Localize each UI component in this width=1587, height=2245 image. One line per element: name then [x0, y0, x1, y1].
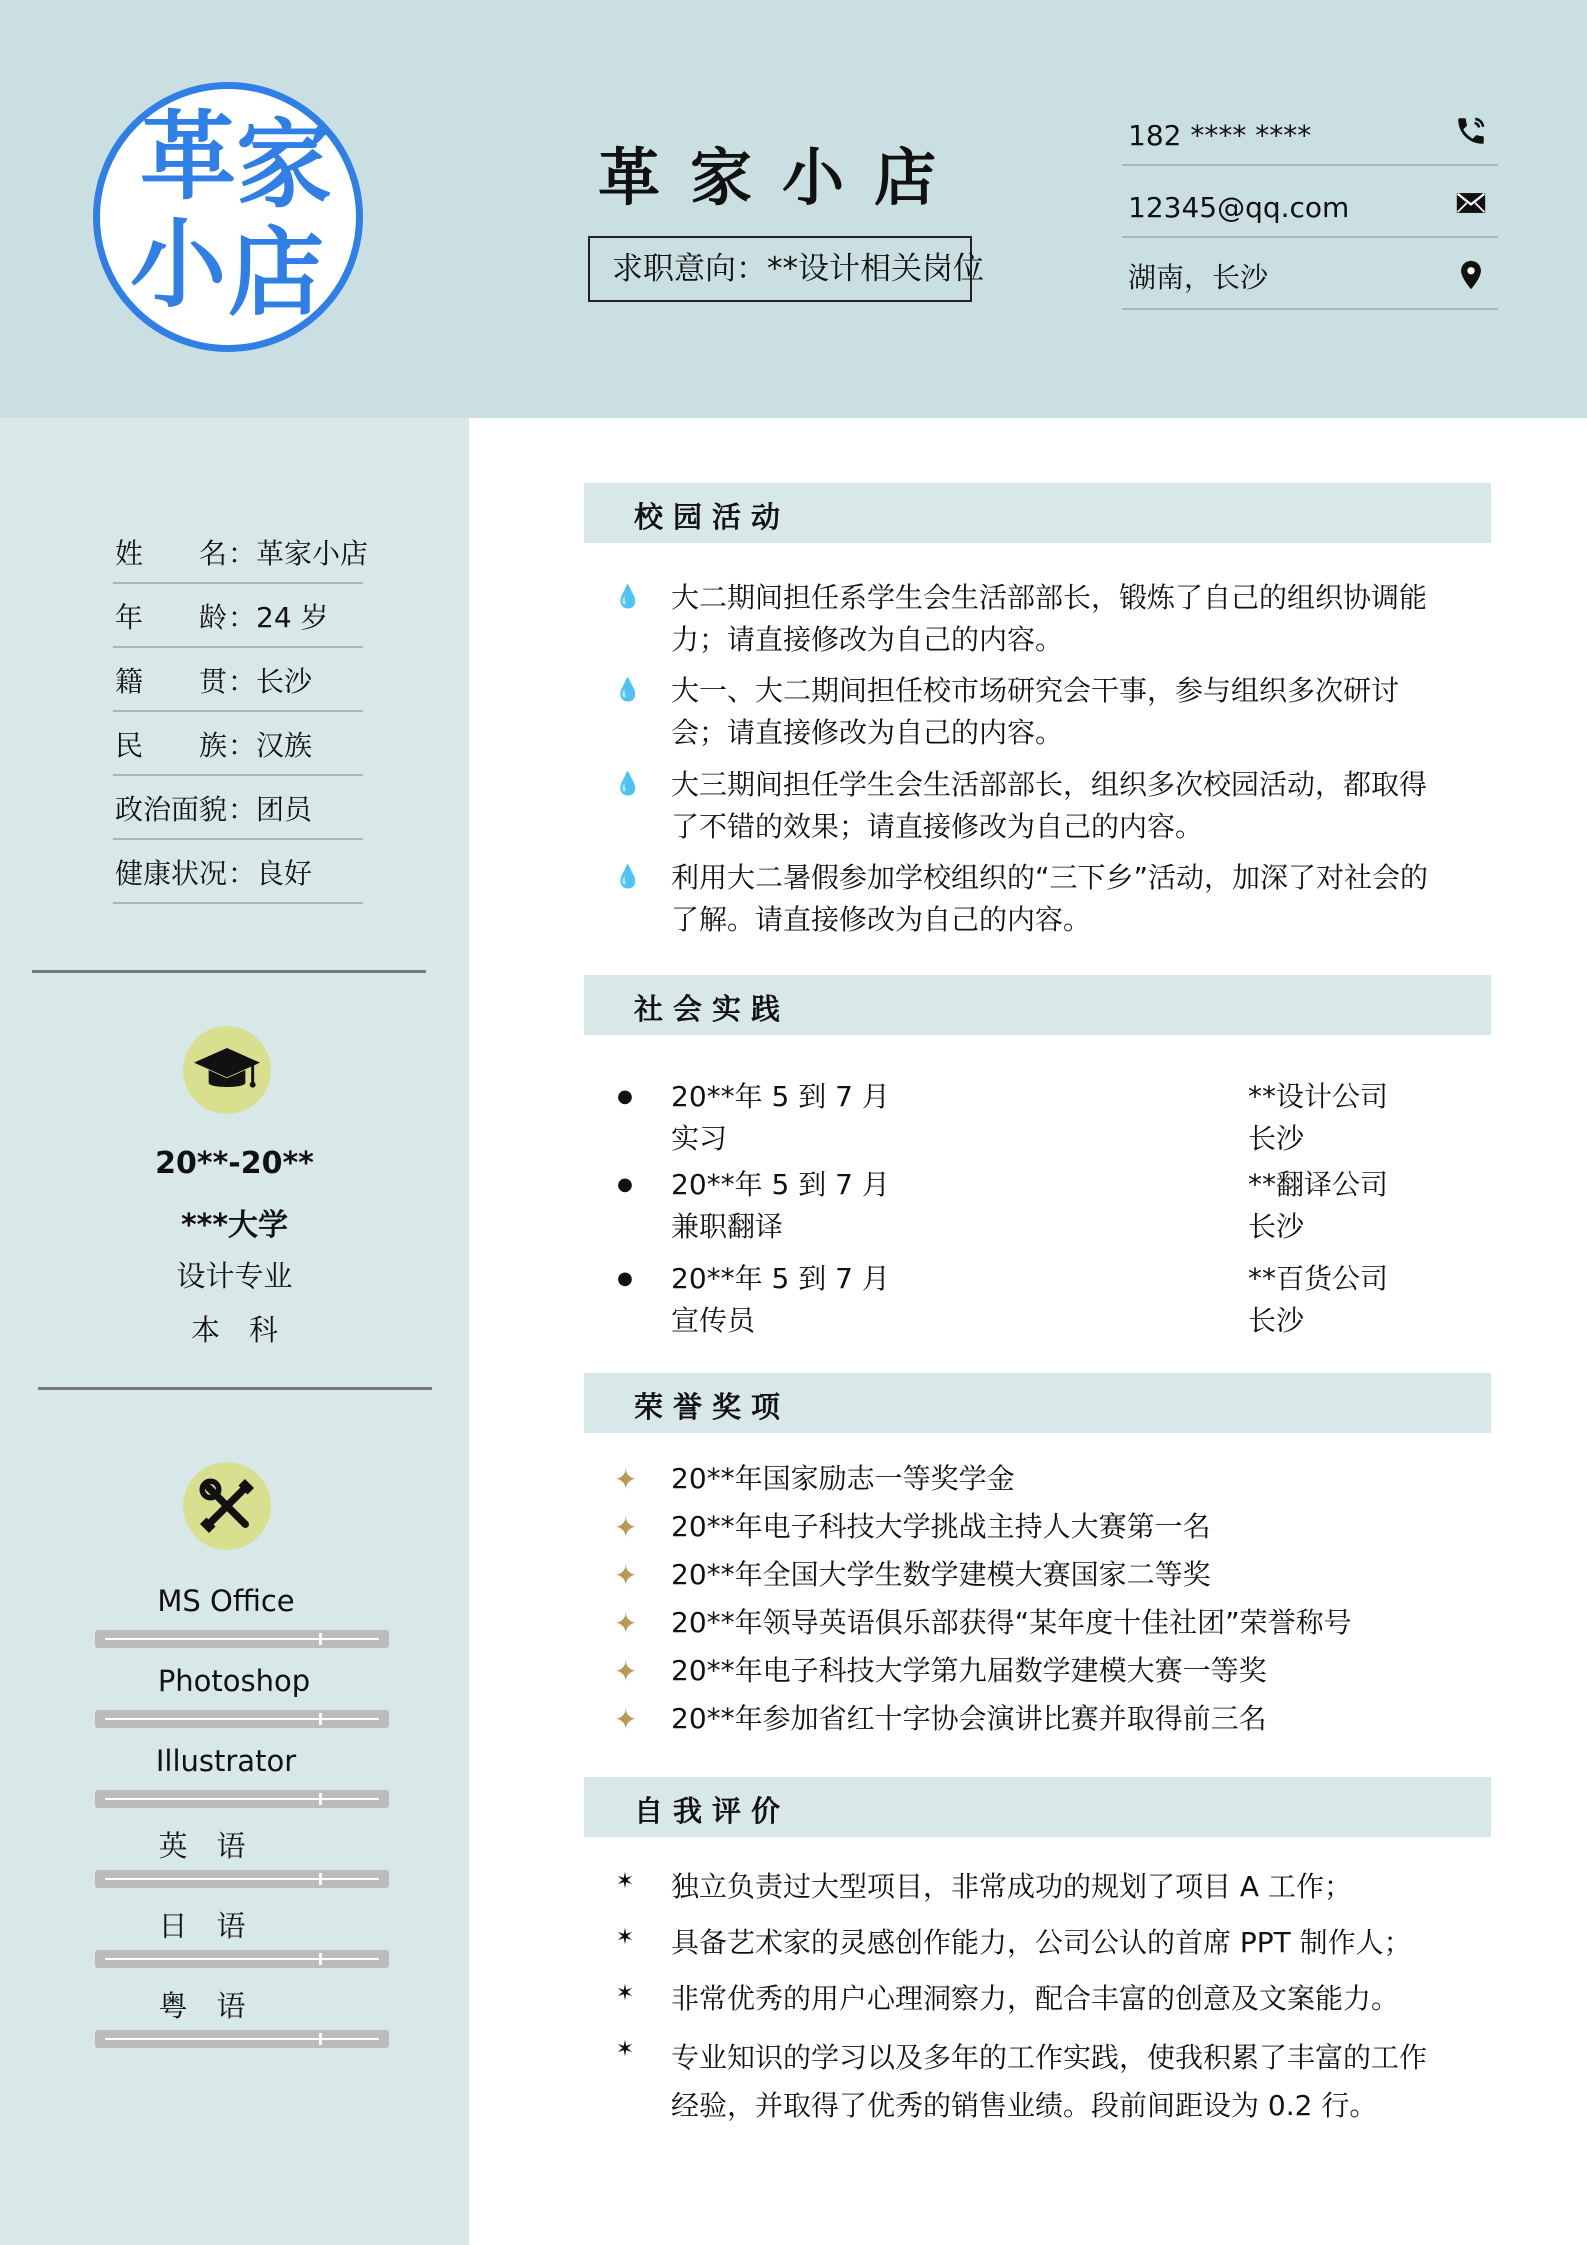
info-row-ethnicity: [113, 712, 363, 776]
skill-label: 粤 语: [158, 1989, 246, 2023]
skill-bar: [95, 1790, 389, 1808]
skill-label: Illustrator: [155, 1744, 297, 1778]
self-item: 非常优秀的用户心理洞察力，配合丰富的创意及文案能力。: [671, 1982, 1400, 2015]
contact-location: [1122, 238, 1498, 310]
info-label: 年 龄: [115, 601, 228, 634]
practice-role: 宣传员: [671, 1304, 756, 1337]
practice-city: 长沙: [1248, 1304, 1305, 1337]
honor-item: 20**年电子科技大学第九届数学建模大赛一等奖: [671, 1654, 1267, 1687]
education-degree: 本 科: [190, 1313, 278, 1347]
skill-label: MS Office: [157, 1584, 295, 1618]
skill-bar: [95, 1630, 389, 1648]
education-icon-circle: [183, 1026, 271, 1114]
skill-bar: [95, 1950, 389, 1968]
campus-item: 大二期间担任系学生会生活部部长，锻炼了自己的组织协调能力；请直接修改为自己的内容。: [671, 581, 1428, 656]
practice-role: 实习: [671, 1122, 728, 1155]
info-value: ：良好: [228, 857, 313, 890]
star-bullet-icon: ✦: [614, 1655, 638, 1688]
dot-bullet-icon: ●: [617, 1086, 633, 1107]
campus-item: 利用大二暑假参加学校组织的“三下乡”活动，加深了对社会的了解。请直接修改为自己的内容。: [671, 861, 1429, 936]
info-value: ：团员: [228, 793, 313, 826]
graduation-cap-icon: [183, 1026, 271, 1114]
info-value: ：24 岁: [228, 601, 329, 634]
practice-company: **百货公司: [1248, 1262, 1389, 1295]
asterisk-bullet-icon: ✶: [615, 1869, 635, 1894]
drop-bullet-icon: 💧: [614, 772, 642, 797]
skill-bar: [95, 1870, 389, 1888]
sidebar-divider-2: [38, 1387, 432, 1390]
skill-label: Photoshop: [157, 1664, 311, 1698]
section-header-practice: [584, 975, 1491, 1035]
info-value: ：长沙: [228, 665, 313, 698]
practice-company: **翻译公司: [1248, 1168, 1389, 1201]
contact-email: [1122, 166, 1498, 238]
section-title: 自我评价: [634, 1794, 791, 1828]
star-bullet-icon: ✦: [614, 1703, 638, 1736]
info-row-hometown: [113, 648, 363, 712]
tools-icon: [183, 1462, 271, 1550]
mail-icon: [1454, 186, 1488, 220]
self-item: 专业知识的学习以及多年的工作实践，使我积累了丰富的工作经验，并取得了优秀的销售业绩。段前间距设为 0.2 行。: [671, 2041, 1428, 2122]
section-title: 社会实践: [634, 992, 791, 1026]
logo-char-1: 革: [140, 100, 236, 213]
location-pin-icon: [1454, 258, 1488, 292]
info-row-name: [113, 520, 369, 584]
dot-bullet-icon: ●: [617, 1174, 633, 1195]
info-label: 姓 名: [115, 537, 228, 570]
practice-city: 长沙: [1248, 1122, 1305, 1155]
skill-label: 日 语: [158, 1909, 246, 1943]
job-intent: 求职意向：**设计相关岗位: [588, 236, 972, 302]
section-title: 校园活动: [634, 500, 791, 534]
location-text: 湖南，长沙: [1128, 261, 1269, 294]
info-value: ：革家小店: [228, 537, 369, 570]
practice-role: 兼职翻译: [671, 1210, 784, 1243]
drop-bullet-icon: 💧: [614, 865, 642, 890]
drop-bullet-icon: 💧: [614, 678, 642, 703]
honor-item: 20**年领导英语俱乐部获得“某年度十佳社团”荣誉称号: [671, 1606, 1352, 1639]
campus-item: 大三期间担任学生会生活部部长，组织多次校园活动，都取得了不错的效果；请直接修改为自己的内容。: [671, 768, 1428, 843]
practice-company: **设计公司: [1248, 1080, 1389, 1113]
practice-date: 20**年 5 到 7 月: [671, 1168, 890, 1201]
logo-char-3: 小: [130, 208, 226, 321]
phone-icon: [1454, 114, 1488, 148]
self-item: 独立负责过大型项目，非常成功的规划了项目 A 工作；: [671, 1870, 1352, 1903]
skills-icon-circle: [183, 1462, 271, 1550]
info-row-health: [113, 840, 363, 904]
skill-label: 英 语: [158, 1829, 246, 1863]
star-bullet-icon: ✦: [614, 1463, 638, 1496]
skill-bar: [95, 1710, 389, 1728]
honor-item: 20**年全国大学生数学建模大赛国家二等奖: [671, 1558, 1211, 1591]
practice-date: 20**年 5 到 7 月: [671, 1262, 890, 1295]
practice-city: 长沙: [1248, 1210, 1305, 1243]
asterisk-bullet-icon: ✶: [615, 2037, 635, 2062]
skill-bar: [95, 2030, 389, 2048]
star-bullet-icon: ✦: [614, 1607, 638, 1640]
info-label: 籍 贯: [115, 665, 228, 698]
section-header-campus: [584, 483, 1491, 543]
education-period: 20**-20**: [155, 1146, 314, 1181]
info-row-political: [113, 776, 363, 840]
email-text: 12345@qq.com: [1128, 191, 1350, 224]
campus-item: 大一、大二期间担任校市场研究会干事，参与组织多次研讨会；请直接修改为自己的内容。: [671, 674, 1400, 749]
logo-char-2: 家: [236, 108, 332, 221]
logo-seal: [93, 82, 363, 352]
section-title: 荣誉奖项: [634, 1390, 791, 1424]
honor-item: 20**年国家励志一等奖学金: [671, 1462, 1015, 1495]
info-value: ：汉族: [228, 729, 313, 762]
drop-bullet-icon: 💧: [614, 585, 642, 610]
contact-phone: [1122, 94, 1498, 166]
self-item: 具备艺术家的灵感创作能力，公司公认的首席 PPT 制作人；: [671, 1926, 1412, 1959]
asterisk-bullet-icon: ✶: [615, 1981, 635, 2006]
star-bullet-icon: ✦: [614, 1511, 638, 1544]
info-row-age: [113, 584, 363, 648]
star-bullet-icon: ✦: [614, 1559, 638, 1592]
honor-item: 20**年电子科技大学挑战主持人大赛第一名: [671, 1510, 1211, 1543]
info-label: 政治面貌: [115, 793, 228, 826]
info-label: 民 族: [115, 729, 228, 762]
section-header-self: [584, 1777, 1491, 1837]
honor-item: 20**年参加省红十字协会演讲比赛并取得前三名: [671, 1702, 1267, 1735]
dot-bullet-icon: ●: [617, 1268, 633, 1289]
phone-text: 182 **** ****: [1128, 119, 1312, 152]
practice-date: 20**年 5 到 7 月: [671, 1080, 890, 1113]
logo-char-4: 店: [228, 216, 324, 329]
section-header-honors: [584, 1373, 1491, 1433]
info-label: 健康状况: [115, 857, 228, 890]
education-school: ***大学: [180, 1208, 289, 1243]
education-major: 设计专业: [176, 1259, 293, 1293]
sidebar-divider-1: [32, 970, 426, 973]
asterisk-bullet-icon: ✶: [615, 1925, 635, 1950]
resume-name: 革家小店: [598, 141, 967, 214]
